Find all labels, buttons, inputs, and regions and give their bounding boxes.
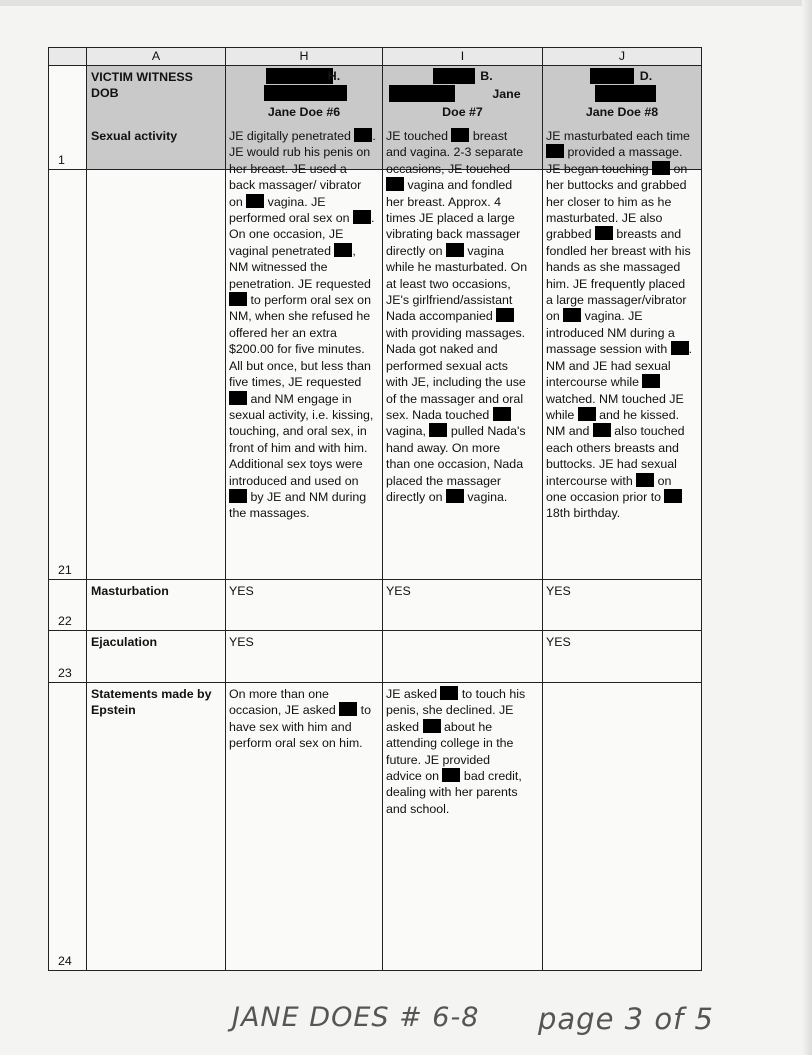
- cell-text-line: introduced and used on: [229, 473, 359, 488]
- ejaculation-j: YES: [543, 631, 701, 683]
- cell-text-line: vaginal penetrated ,: [229, 243, 356, 258]
- redaction-bar: [423, 719, 441, 733]
- jane-word: Jane: [492, 87, 521, 101]
- row-number: 24: [49, 683, 87, 970]
- cell-text-line: touching, and oral sex, in: [229, 424, 367, 439]
- cell-text-line: her buttocks and grabbed: [546, 178, 687, 193]
- cell-text-line: have sex with him and: [229, 719, 352, 734]
- cell-text-line: directly on vagina.: [386, 489, 508, 504]
- cell-text-line: on vagina. JE: [546, 309, 643, 324]
- redaction-bar: [334, 243, 352, 257]
- cell-text-line: massage session with .: [546, 342, 693, 357]
- cell-text-line: by JE and NM during: [229, 489, 380, 505]
- jane-doe-8-initial: D.: [639, 69, 653, 83]
- cell-text-line: sex. Nada touched: [386, 407, 540, 423]
- cell-text-line: while and he kissed.: [546, 407, 680, 422]
- cell-text-line: performed oral sex on .: [229, 211, 375, 226]
- cell-text-line: sexual activity, i.e. kissing,: [229, 407, 374, 422]
- redaction-bar: [446, 243, 464, 257]
- cell-text-line: fondled her breast with his: [546, 243, 691, 258]
- cell-text-line: each others breasts and: [546, 440, 679, 455]
- redaction-box: [595, 85, 656, 102]
- column-header-i: I: [383, 48, 543, 66]
- cell-text-line: asked about he: [386, 719, 493, 734]
- row-number: 23: [49, 631, 87, 683]
- cell-text-line: and NM engage in: [229, 391, 380, 407]
- cell-text-line: JE would rub his penis on: [229, 145, 371, 160]
- redaction-bar: [229, 489, 247, 503]
- cell-text-line: her breast. JE used a: [229, 161, 347, 176]
- redaction-bar: [652, 161, 670, 175]
- masturbation-i: YES: [383, 580, 543, 631]
- redaction-bar: [440, 686, 458, 700]
- jane-doe-8-label: Jane Doe #8: [585, 105, 659, 119]
- statements-j: [543, 683, 701, 970]
- spreadsheet: [48, 47, 702, 971]
- cell-text-line: hands as she massaged: [546, 260, 681, 275]
- cell-text-line: on vagina. JE: [229, 194, 326, 209]
- cell-text-line: penetration. JE requested: [229, 276, 371, 291]
- cell-text-line: attending college in the: [386, 736, 514, 751]
- cell-text-line: occasions, JE touched: [386, 161, 510, 176]
- cell-text-line: and vagina. 2-3 separate: [386, 145, 524, 160]
- cell-text-line: NM witnessed the: [229, 260, 328, 275]
- cell-text-line: grabbed breasts and: [546, 227, 682, 242]
- cell-text-line: her breast. Approx. 4: [386, 194, 502, 209]
- cell-text-line: watched. NM touched JE: [546, 391, 684, 406]
- cell-text-line: with providing massages.: [386, 325, 526, 340]
- statements-i: [383, 683, 543, 970]
- cell-text-line: than one occasion, Nada: [386, 457, 524, 472]
- scan-top-edge: [0, 0, 812, 6]
- cell-text-line: performed sexual acts: [386, 358, 508, 373]
- cell-text-line: 18th birthday.: [546, 506, 621, 521]
- cell-text-line: Additional sex toys were: [229, 457, 363, 472]
- sexual-activity-h: [226, 125, 383, 580]
- redaction-box: [264, 85, 347, 101]
- cell-text-line: a large massager/vibrator: [546, 293, 687, 308]
- redaction-bar: [246, 194, 264, 208]
- cell-text-line: occasion, JE asked to: [229, 703, 371, 718]
- sexual-activity-i: [383, 125, 543, 580]
- statements-h: [226, 683, 383, 970]
- cell-text-line: him. JE frequently placed: [546, 276, 686, 291]
- redaction-bar: [442, 768, 460, 782]
- cell-text-line: All but once, but less than: [229, 358, 371, 373]
- redaction-bar: [664, 489, 682, 503]
- cell-text-line: with JE, including the use: [386, 375, 526, 390]
- corner-cell: [49, 48, 87, 66]
- jane-doe-7-label: Doe #7: [442, 105, 483, 119]
- cell-text-line: On one occasion, JE: [229, 227, 344, 242]
- statements-label: [87, 683, 226, 970]
- row-number: 21: [49, 125, 87, 580]
- masturbation-h: YES: [226, 580, 383, 631]
- cell-text-line: at least two occasions,: [386, 276, 511, 291]
- jane-doe-6-initial: H.: [327, 69, 341, 83]
- cell-text-line: provided a massage.: [546, 144, 699, 160]
- cell-text-line: NM, when she refused he: [229, 309, 371, 324]
- redaction-bar: [339, 702, 357, 716]
- sexual-activity-j: [543, 125, 701, 580]
- redaction-bar: [496, 308, 514, 322]
- jane-doe-6-label: Jane Doe #6: [267, 105, 341, 119]
- cell-text-line: one occasion prior to: [546, 489, 699, 505]
- redaction-bar: [636, 473, 654, 487]
- redaction-bar: [446, 489, 464, 503]
- ejaculation-label: Ejaculation: [87, 631, 226, 683]
- redaction-bar: [593, 423, 611, 437]
- redaction-bar: [642, 374, 660, 388]
- cell-text-line: advice on bad credit,: [386, 769, 522, 784]
- redaction-bar: [451, 128, 469, 142]
- jane-doe-7-initial: B.: [480, 69, 493, 83]
- cell-text-line: front of him and with him.: [229, 440, 368, 455]
- cell-text-line: hand away. On more: [386, 440, 501, 455]
- row-number: 22: [49, 580, 87, 631]
- cell-text-line: perform oral sex on him.: [229, 736, 363, 751]
- cell-text-line: intercourse while: [546, 374, 699, 390]
- cell-text-line: masturbated. JE also: [546, 211, 663, 226]
- dob-label: DOB: [91, 86, 119, 101]
- cell-text-line: her closer to him as he: [546, 194, 672, 209]
- redaction-bar: [546, 144, 564, 158]
- sexual-activity-label: Sexual activity: [87, 125, 226, 580]
- redaction-bar: [493, 407, 511, 421]
- cell-text-line: penis, she declined. JE: [386, 703, 514, 718]
- cell-text-line: back massager/ vibrator: [229, 178, 362, 193]
- cell-text-line: intercourse with on: [546, 473, 672, 488]
- redaction-bar: [229, 391, 247, 405]
- redaction-bar: [595, 226, 613, 240]
- redaction-bar: [354, 128, 372, 142]
- column-header-j: J: [543, 48, 701, 66]
- cell-text-line: vagina and fondled: [386, 177, 540, 193]
- row-number: 1: [49, 66, 87, 170]
- cell-text-line: future. JE provided: [386, 752, 491, 767]
- cell-text-line: the massages.: [229, 506, 310, 521]
- cell-text-line: JE asked to touch his: [386, 687, 526, 701]
- cell-text-line: five times, JE requested: [229, 375, 362, 390]
- cell-text-line: Nada accompanied: [386, 308, 540, 324]
- cell-text-line: and school.: [386, 801, 450, 816]
- ejaculation-i: [383, 631, 543, 683]
- handwritten-page-number: page 3 of 5: [538, 1002, 714, 1036]
- redaction-bar: [353, 210, 371, 224]
- cell-text-line: $200.00 for five minutes.: [229, 342, 365, 357]
- cell-text-line: vibrating back massager: [386, 227, 521, 242]
- cell-text-line: times JE placed a large: [386, 211, 515, 226]
- cell-text-line: buttocks. JE had sexual: [546, 457, 677, 472]
- cell-text-line: JE's girlfriend/assistant: [386, 293, 513, 308]
- cell-text-line: JE began touching on: [546, 161, 688, 176]
- cell-text-line: dealing with her parents: [386, 785, 518, 800]
- cell-text-line: Nada got naked and: [386, 342, 498, 357]
- cell-text-line: NM and JE had sexual: [546, 358, 671, 373]
- cell-text-line: while he masturbated. On: [386, 260, 528, 275]
- column-header-h: H: [226, 48, 383, 66]
- cell-text-line: vagina, pulled Nada's: [386, 424, 526, 439]
- redaction-bar: [563, 308, 581, 322]
- cell-text-line: On more than one: [229, 687, 329, 701]
- redaction-bar: [386, 177, 404, 191]
- statements-label-line: Epstein: [91, 703, 136, 718]
- cell-text-line: JE masturbated each time: [546, 129, 690, 143]
- cell-text-line: placed the massager: [386, 473, 502, 488]
- redaction-bar: [229, 292, 247, 306]
- scan-right-shadow: [802, 0, 812, 1055]
- cell-text-line: to perform oral sex on: [229, 292, 380, 308]
- cell-text-line: introduced NM during a: [546, 325, 675, 340]
- cell-text-line: of the massager and oral: [386, 391, 524, 406]
- cell-text-line: offered her an extra: [229, 325, 337, 340]
- ejaculation-h: YES: [226, 631, 383, 683]
- redaction-bar: [671, 341, 689, 355]
- cell-text-line: JE touched breast: [386, 129, 508, 143]
- redaction-bar: [429, 423, 447, 437]
- statements-label-line: Statements made by: [91, 687, 212, 701]
- cell-text-line: NM and also touched: [546, 424, 685, 439]
- masturbation-j: YES: [543, 580, 701, 631]
- cell-text-line: JE digitally penetrated .: [229, 129, 376, 143]
- redaction-bar: [578, 407, 596, 421]
- cell-text-line: directly on vagina: [386, 243, 504, 258]
- victim-witness-label: VICTIM WITNESS: [91, 70, 193, 84]
- masturbation-label: Masturbation: [87, 580, 226, 631]
- column-header-a: A: [87, 48, 226, 66]
- handwritten-jane-does-note: JANE DOES # 6-8: [232, 1002, 480, 1033]
